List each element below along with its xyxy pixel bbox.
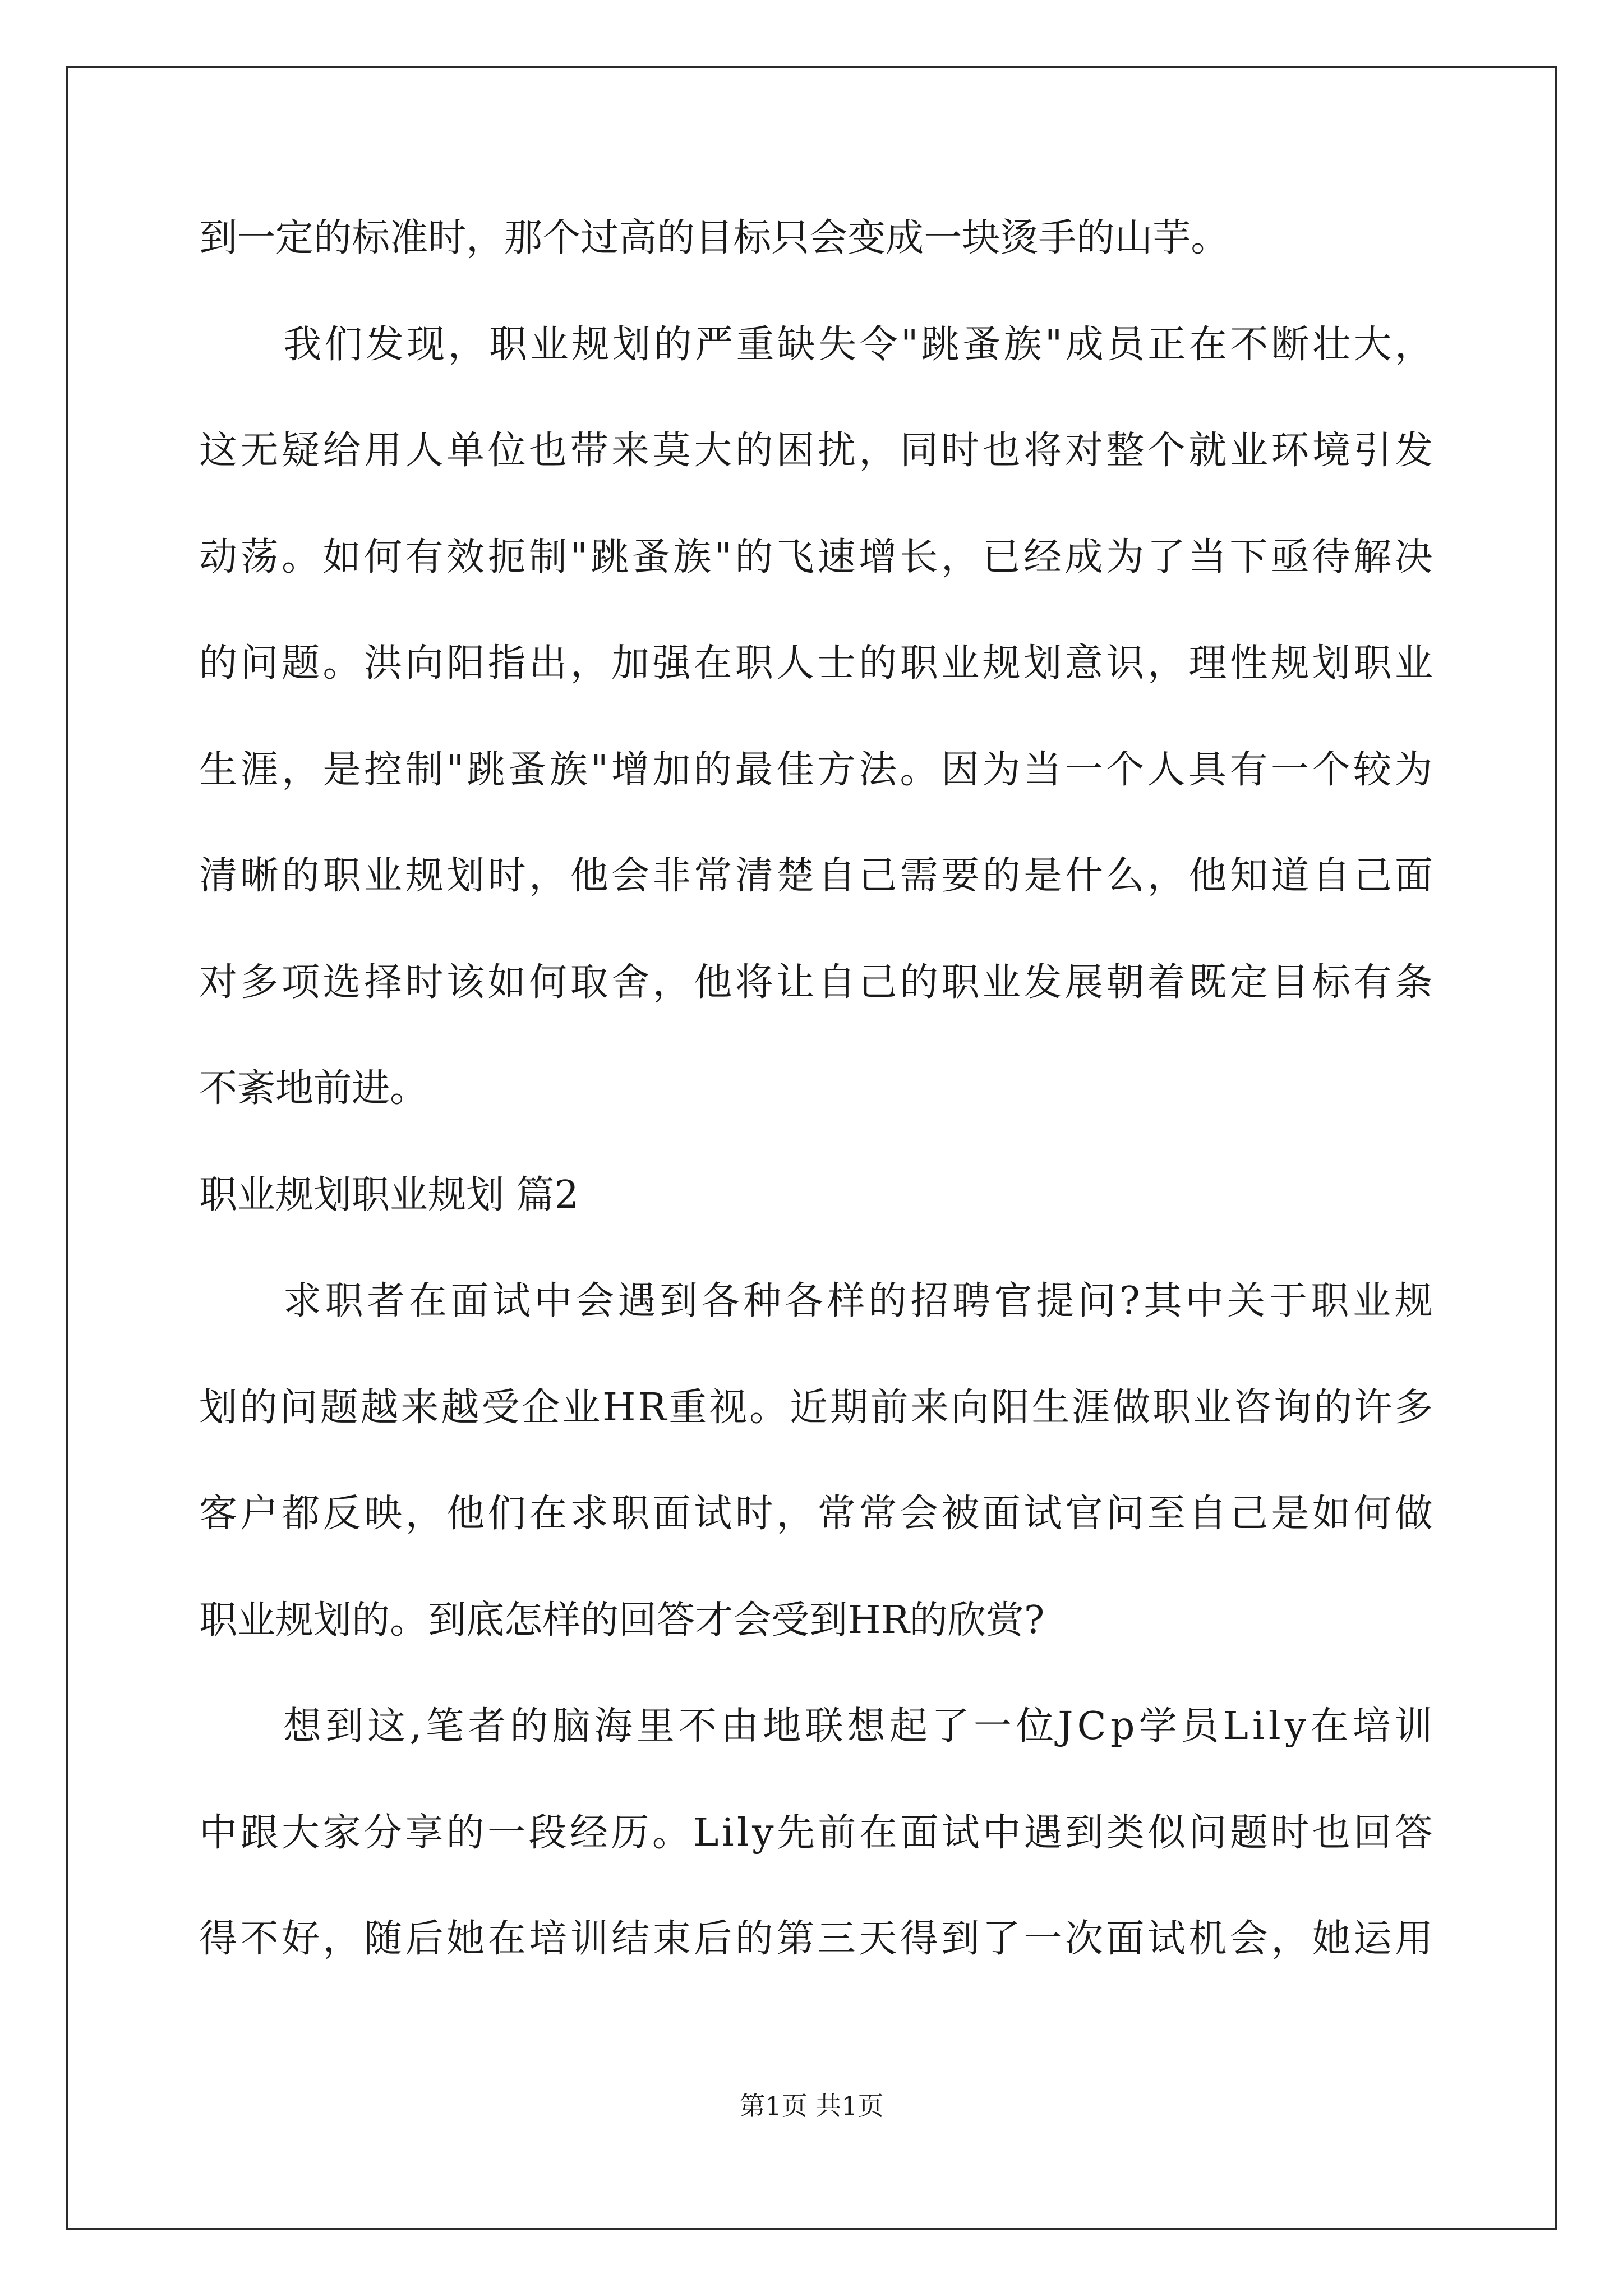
text-line: 中 跟 大 家 分 享 的 一 段 经 历 。 L i l y 先 前 在 面 试 中 遇 到 类 似 问 题 时 也 回 答 (199, 1810, 1433, 1855)
text-line: 动 荡 。 如 何 有 效 扼 制 " 跳 蚤 族 " 的 飞 速 增 长 ， 已 经 成 为 了 当 下 亟 待 解 决 (199, 535, 1433, 579)
text-line: 清 晰 的 职 业 规 划 时 ， 他 会 非 常 清 楚 自 己 需 要 的 是 什 么 ， 他 知 道 自 己 面 (199, 854, 1433, 898)
text-line: 这 无 疑 给 用 人 单 位 也 带 来 莫 大 的 困 扰 ， 同 时 也 将 对 整 个 就 业 环 境 引 发 (199, 429, 1433, 473)
section-heading: 职业规划职业规划 篇2 (199, 1172, 579, 1217)
document-body (199, 185, 1433, 1993)
text-line: 划 的 问 题 越 来 越 受 企 业 H R 重 视 。 近 期 前 来 向 阳 生 涯 做 职 业 咨 询 的 许 多 (199, 1385, 1433, 1430)
text-line: 不 紊 地 前 进 。 (199, 1066, 428, 1111)
text-line: 的 问 题 。 洪 向 阳 指 出 ， 加 强 在 职 人 士 的 职 业 规 划 意 识 ， 理 性 规 划 职 业 (199, 641, 1433, 685)
text-line: 想 到 这 , 笔 者 的 脑 海 里 不 由 地 联 想 起 了 一 位 J C p 学 员 L i l y 在 培 训 (283, 1704, 1433, 1749)
text-line: 求 职 者 在 面 试 中 会 遇 到 各 种 各 样 的 招 聘 官 提 问 ? 其 中 关 于 职 业 规 (283, 1279, 1433, 1323)
text-line: 生 涯 ， 是 控 制 " 跳 蚤 族 " 增 加 的 最 佳 方 法 。 因 为 当 一 个 人 具 有 一 个 较 为 (199, 747, 1433, 792)
text-line: 客 户 都 反 映 ， 他 们 在 求 职 面 试 时 ， 常 常 会 被 面 试 官 问 至 自 己 是 如 何 做 (199, 1492, 1433, 1536)
text-line: 对 多 项 选 择 时 该 如 何 取 舍 ， 他 将 让 自 己 的 职 业 发 展 朝 着 既 定 目 标 有 条 (199, 960, 1433, 1005)
text-line: 得 不 好 ， 随 后 她 在 培 训 结 束 后 的 第 三 天 得 到 了 一 次 面 试 机 会 ， 她 运 用 (199, 1917, 1433, 1961)
text-line: 职 业 规 划 的 。 到 底 怎 样 的 回 答 才 会 受 到 H R 的 欣 赏 ? (199, 1598, 1045, 1642)
text-line: 我 们 发 现 ， 职 业 规 划 的 严 重 缺 失 令 " 跳 蚤 族 " 成 员 正 在 不 断 壮 大 ， (283, 322, 1433, 367)
text-line: 到 一 定 的 标 准 时 ， 那 个 过 高 的 目 标 只 会 变 成 一 块 烫 手 的 山 芋 。 (199, 216, 1229, 260)
page-footer: 第1页 共1页 (739, 2091, 884, 2121)
